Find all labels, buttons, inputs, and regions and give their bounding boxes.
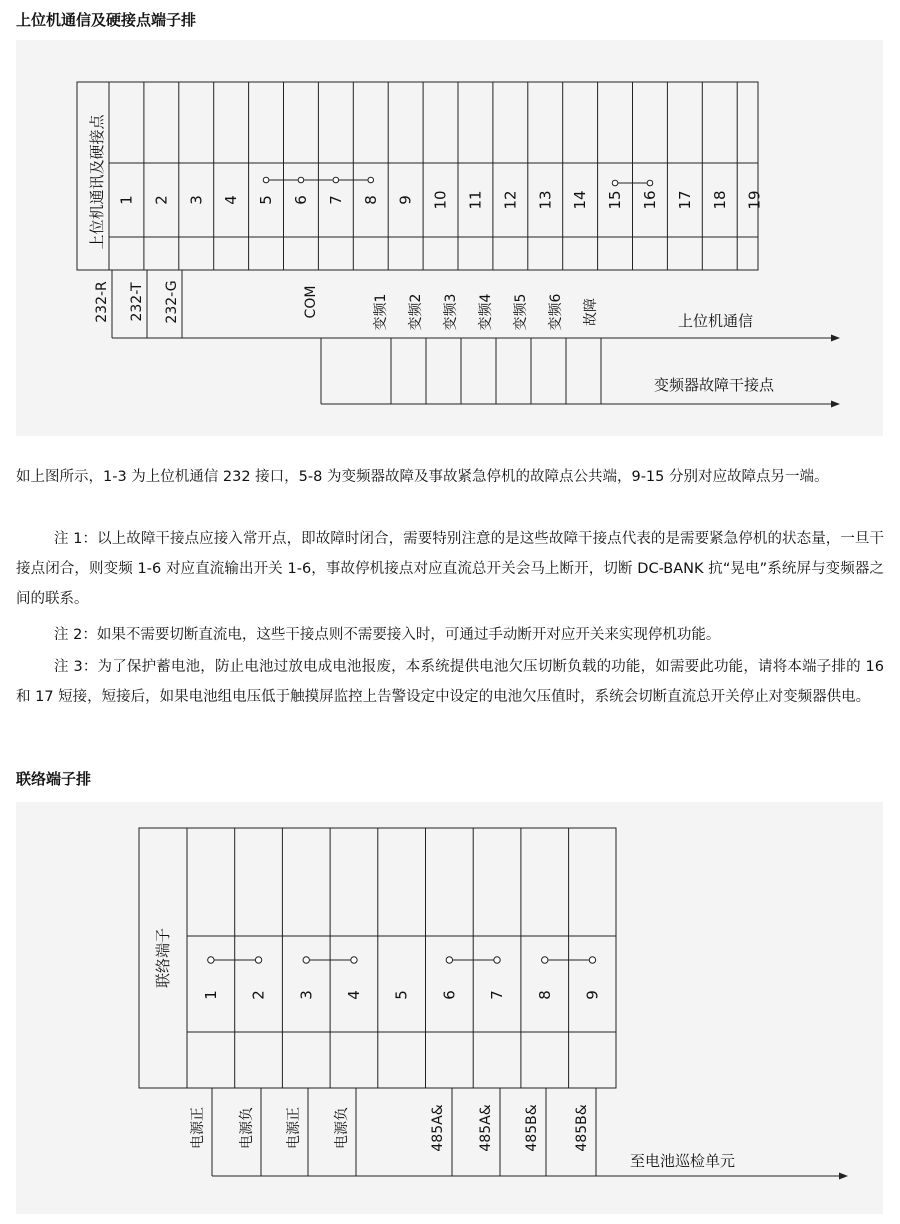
terminal-number: 13 xyxy=(536,190,555,210)
diagram2-panel xyxy=(16,802,883,1214)
terminal-number: 19 xyxy=(745,190,764,210)
wire-label: 变频1 xyxy=(373,293,389,331)
wire-label: 电源正 xyxy=(286,1107,302,1149)
jumper-node xyxy=(208,957,214,963)
terminal-number: 7 xyxy=(488,990,507,1000)
wire-label: 电源负 xyxy=(334,1107,350,1149)
terminal-number: 6 xyxy=(291,195,310,205)
wire-label: 电源负 xyxy=(239,1107,255,1149)
terminal-number: 1 xyxy=(201,990,220,1000)
terminal-number: 5 xyxy=(257,195,276,205)
terminal-number: 10 xyxy=(431,190,450,210)
wire-label: 485B& xyxy=(524,1104,540,1152)
note-3: 注 3：为了保护蓄电池，防止电池过放电成电池报废，本系统提供电池欠压切断负载的功能，如需要此功能，请将本端子排的 16 和 17 短接，短接后，如果电池组电压低于触摸屏监控上告警设定中设定的电池欠压值时，系统会切断直流总开关停止对变频器供电。 xyxy=(16,659,884,705)
terminal-number: 1 xyxy=(117,195,136,205)
wire-label: COM xyxy=(303,285,319,319)
terminal-number: 12 xyxy=(501,190,520,210)
jumper-node xyxy=(263,177,269,183)
diagram1 xyxy=(16,40,883,436)
terminal-number: 15 xyxy=(606,190,625,210)
arrow-dry-contact xyxy=(831,401,840,408)
jumper-node xyxy=(255,957,261,963)
diagram1-block-label: 上位机通讯及硬接点 xyxy=(88,114,106,250)
arrow-label-upper-comm: 上位机通信 xyxy=(678,312,754,330)
diagram1-panel xyxy=(16,40,883,436)
section1-title: 上位机通信及硬接点端子排 xyxy=(16,11,197,29)
jumper-node xyxy=(351,957,357,963)
wire-label: 485A& xyxy=(430,1104,446,1152)
arrow-upper-comm xyxy=(831,335,840,342)
jumper-node xyxy=(542,957,548,963)
jumper-node xyxy=(333,177,339,183)
diagram2-block-label: 联络端子 xyxy=(154,927,172,989)
terminal-number: 16 xyxy=(640,190,659,210)
jumper-node xyxy=(303,957,309,963)
terminal-number: 4 xyxy=(222,195,241,205)
terminal-number: 5 xyxy=(392,990,411,1000)
wire-label: 485A& xyxy=(478,1104,494,1152)
terminal-number: 11 xyxy=(466,190,485,210)
terminal-number: 6 xyxy=(440,990,459,1000)
jumper-node xyxy=(446,957,452,963)
jumper-node xyxy=(589,957,595,963)
terminal-number: 8 xyxy=(361,195,380,205)
note-2: 注 2：如果不需要切断直流电，这些干接点则不需要接入时，可通过手动断开对应开关来实现停机功能。 xyxy=(54,627,721,643)
section2-title: 联络端子排 xyxy=(16,770,92,788)
wire-label: 变频6 xyxy=(548,293,564,331)
terminal-number: 2 xyxy=(249,990,268,1000)
wire-label: 故障 xyxy=(583,298,599,326)
jumper-node xyxy=(494,957,500,963)
wire-label: 232-R xyxy=(94,281,110,323)
arrow-battery-unit xyxy=(839,1173,848,1180)
arrow-label-dry-contact: 变频器故障干接点 xyxy=(654,376,775,394)
terminal-number: 2 xyxy=(152,195,171,205)
wire-label: 变频3 xyxy=(443,293,459,331)
terminal-number: 8 xyxy=(535,990,554,1000)
jumper-node xyxy=(612,180,618,186)
terminal-number: 3 xyxy=(297,990,316,1000)
jumper-node xyxy=(368,177,374,183)
wire-label: 变频5 xyxy=(513,293,529,331)
terminal-number: 18 xyxy=(710,190,729,210)
terminal-number: 7 xyxy=(326,195,345,205)
note-1: 注 1：以上故障干接点应接入常开点，即故障时闭合，需要特别注意的是这些故障干接点代表的是需要紧急停机的状态量，一旦干接点闭合，则变频 1-6 对应直流输出开关 1-6，事故停机接点对应直流总开关会马上断开，切断 DC-BANK 抗“晃电”系统屏与变频器之间的联系。 xyxy=(16,531,884,607)
wire-label: 232-G xyxy=(164,280,180,324)
diagram2 xyxy=(16,802,883,1214)
terminal-number: 9 xyxy=(396,195,415,205)
terminal-number: 14 xyxy=(571,190,590,210)
wire-label: 232-T xyxy=(129,282,145,322)
terminal-number: 3 xyxy=(187,195,206,205)
jumper-node xyxy=(647,180,653,186)
terminal-number: 4 xyxy=(344,990,363,1000)
wire-label: 变频4 xyxy=(478,293,494,331)
wire-label: 电源正 xyxy=(190,1107,206,1149)
wire-label: 变频2 xyxy=(408,293,424,331)
paragraph-intro: 如上图所示，1-3 为上位机通信 232 接口，5-8 为变频器故障及事故紧急停机的故障点公共端，9-15 分别对应故障点另一端。 xyxy=(16,469,829,485)
wire-label: 485B& xyxy=(574,1104,590,1152)
terminal-number: 17 xyxy=(675,190,694,210)
terminal-number: 9 xyxy=(583,990,602,1000)
arrow-label-battery-unit: 至电池巡检单元 xyxy=(630,1152,736,1170)
jumper-node xyxy=(298,177,304,183)
